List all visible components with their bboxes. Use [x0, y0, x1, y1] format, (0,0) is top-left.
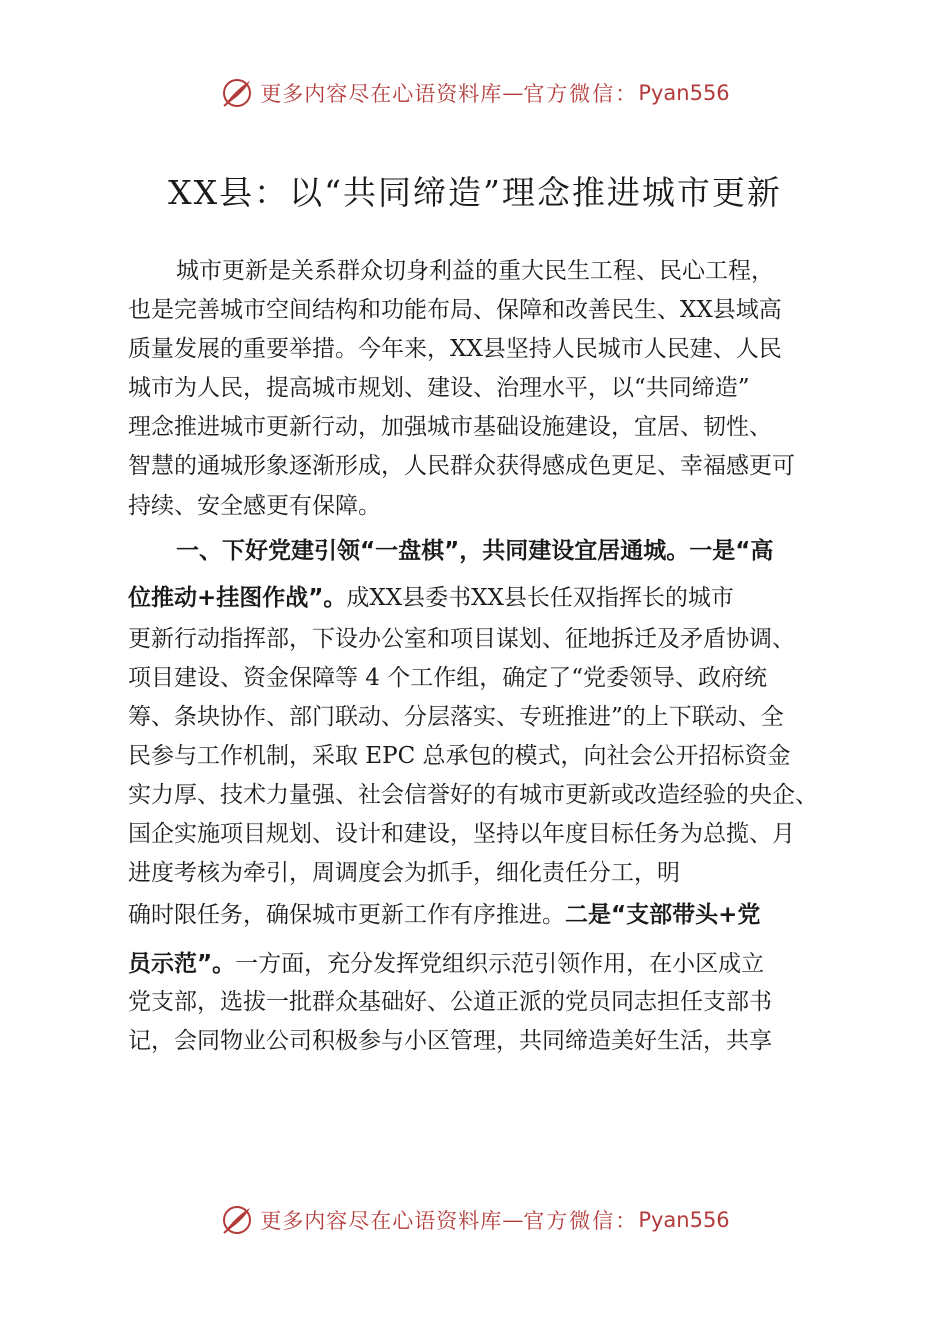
body-line: 国企实施项目规划、设计和建设，坚持以年度目标任务为总揽、月 — [128, 821, 795, 847]
body-line: 进度考核为牵引，周调度会为抓手，细化责任分工，明 — [128, 860, 680, 886]
body-text: 成XX县委书XX县长任双指挥长的城市 — [346, 585, 734, 611]
body-line: 质量发展的重要举措。今年来，XX县坚持人民城市人民建、人民 — [128, 336, 782, 362]
body-line: 记，会同物业公司积极参与小区管理，共同缔造美好生活，共享 — [128, 1028, 772, 1054]
banner-wechat-id: Pyan556 — [638, 1208, 730, 1232]
body-text: 一方面，充分发挥党组织示范引领作用，在小区成立 — [235, 951, 765, 977]
body-line: 党支部，选拔一批群众基础好、公道正派的党员同志担任支部书 — [128, 989, 772, 1015]
document-title: XX县：以“共同缔造”理念推进城市更新 — [168, 173, 782, 212]
banner-text: 更多内容尽在心语资料库 — [260, 82, 503, 106]
banner-wechat-id: Pyan556 — [638, 81, 730, 105]
body-line: 也是完善城市空间结构和功能布局、保障和改善民生、XX县域高 — [128, 297, 782, 323]
section-heading: 一、下好党建引领“一盘棋”，共同建设宜居通城。一是“高 — [176, 538, 774, 564]
body-line: 筹、条块协作、部门联动、分层落实、专班推进”的上下联动、全 — [128, 704, 784, 730]
header-banner — [0, 73, 950, 113]
banner-wechat-label: 官方微信： — [523, 82, 639, 106]
banner-text: 更多内容尽在心语资料库 — [260, 1209, 503, 1233]
body-line — [128, 583, 734, 613]
body-line: 项目建设、资金保障等 4 个工作组，确定了“党委领导、政府统 — [128, 665, 768, 691]
body-line: 民参与工作机制，采取 EPC 总承包的模式，向社会公开招标资金 — [128, 743, 791, 769]
banner-wechat-label: 官方微信： — [523, 1209, 639, 1233]
body-line: 持续、安全感更有保障。 — [128, 493, 381, 519]
banner-separator: — — [502, 81, 524, 105]
body-line: 城市更新是关系群众切身利益的重大民生工程、民心工程， — [176, 258, 774, 284]
subheading-bold: 二是“支部带头+党 — [565, 902, 761, 928]
body-line — [128, 949, 764, 979]
body-line: 更新行动指挥部，下设办公室和项目谋划、征地拆迁及矛盾协调、 — [128, 626, 795, 652]
banner-separator: — — [502, 1208, 524, 1232]
body-line: 理念推进城市更新行动，加强城市基础设施建设，宜居、韧性、 — [128, 414, 772, 440]
body-line: 智慧的通城形象逐渐形成，人民群众获得感成色更足、幸福感更可 — [128, 453, 795, 479]
quill-logo-icon — [220, 76, 254, 110]
body-line: 城市为人民，提高城市规划、建设、治理水平，以“共同缔造” — [128, 375, 750, 401]
subheading-bold: 位推动+挂图作战”。 — [128, 585, 347, 611]
body-line — [128, 900, 760, 930]
body-line: 实力厚、技术力量强、社会信誉好的有城市更新或改造经验的央企、 — [128, 782, 818, 808]
body-text: 确时限任务，确保城市更新工作有序推进。 — [128, 902, 565, 928]
footer-banner — [0, 1200, 950, 1240]
subheading-bold: 员示范”。 — [128, 951, 236, 977]
quill-logo-icon — [220, 1203, 254, 1237]
